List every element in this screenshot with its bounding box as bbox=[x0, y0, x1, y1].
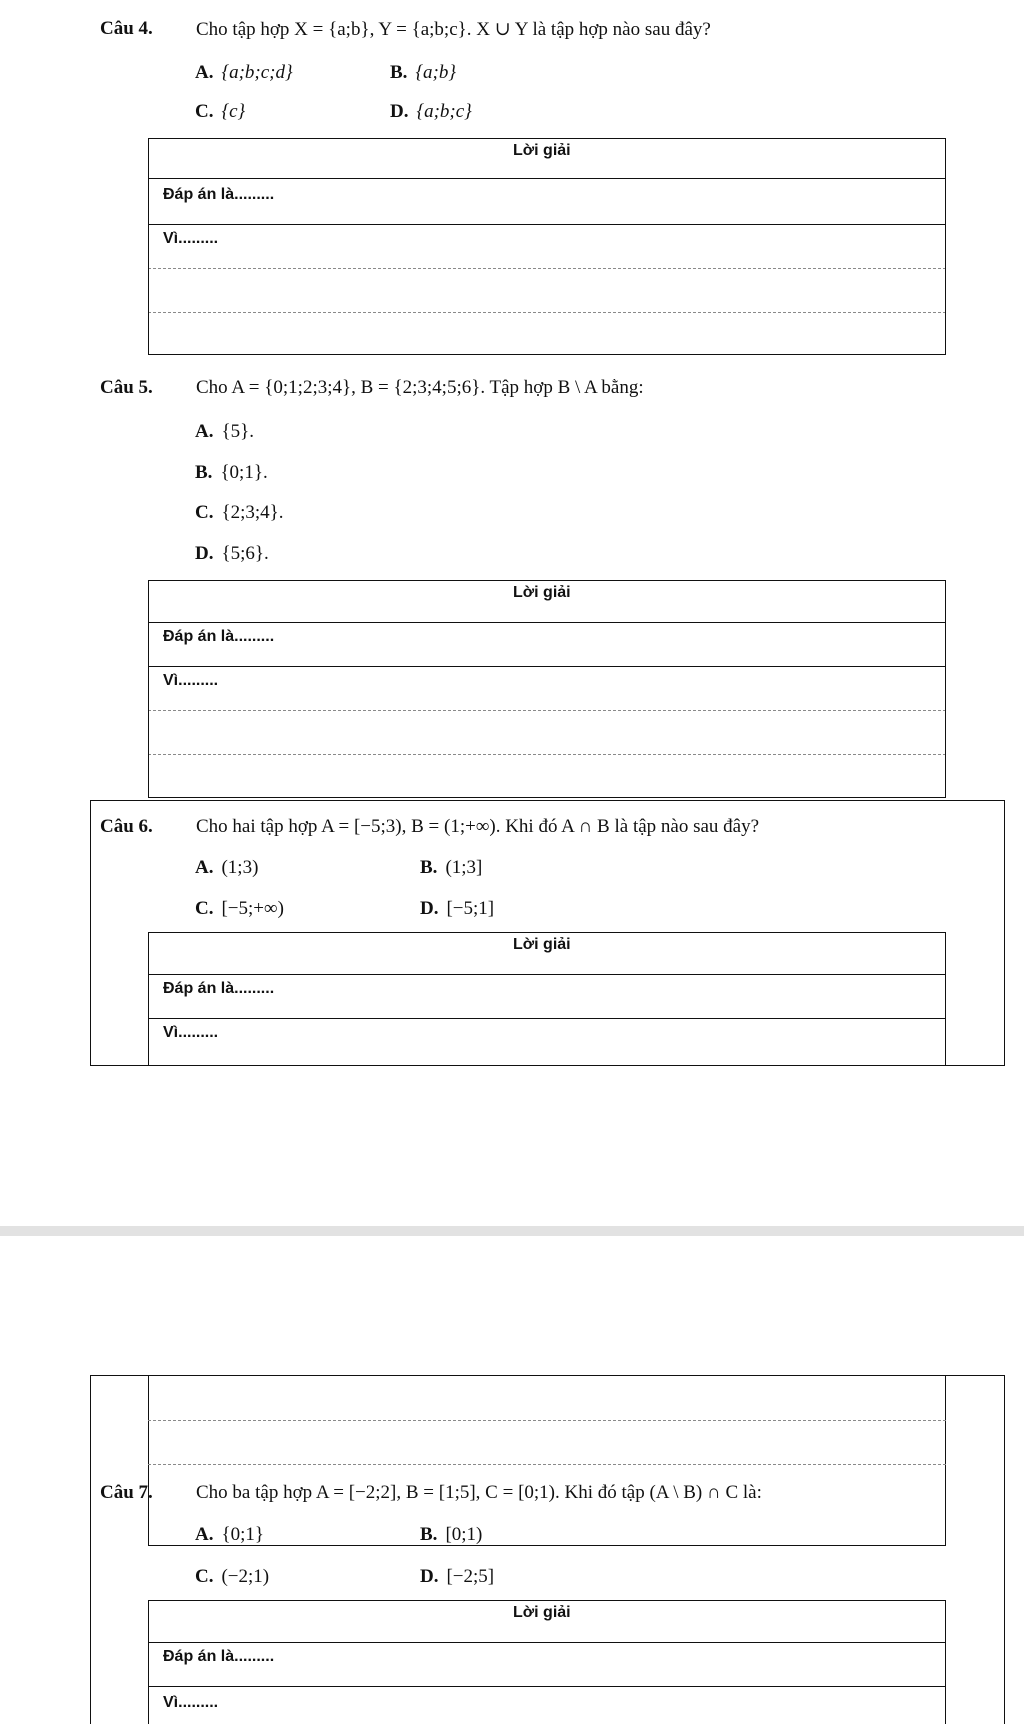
divider bbox=[148, 1018, 946, 1019]
q6-reason-label: Vì......... bbox=[163, 1024, 219, 1041]
divider bbox=[148, 138, 149, 354]
divider bbox=[148, 1686, 946, 1687]
divider bbox=[148, 354, 946, 355]
q7-option-c[interactable]: C. (−2;1) bbox=[195, 1566, 270, 1587]
q7-option-a[interactable]: A. {0;1} bbox=[195, 1524, 265, 1545]
question-4-text: Cho tập hợp X = {a;b}, Y = {a;b;c}. X ∪ Y là tập hợp nào sau đây? bbox=[196, 19, 711, 40]
answer-line[interactable] bbox=[148, 754, 946, 755]
divider bbox=[945, 580, 946, 797]
divider bbox=[148, 580, 149, 797]
answer-line[interactable] bbox=[148, 1420, 946, 1421]
divider bbox=[148, 1600, 149, 1724]
question-5-label: Câu 5. bbox=[100, 377, 153, 398]
page-frame-left bbox=[90, 800, 91, 1066]
answer-line[interactable] bbox=[148, 1464, 946, 1465]
q7-reason-label: Vì......... bbox=[163, 1694, 219, 1711]
q6-solution-title: Lời giải bbox=[513, 936, 571, 953]
q5-answer-label: Đáp án là......... bbox=[163, 628, 275, 645]
q5-reason-label: Vì......... bbox=[163, 672, 219, 689]
q6-option-c[interactable]: C. [−5;+∞) bbox=[195, 898, 284, 919]
answer-line[interactable] bbox=[148, 312, 946, 313]
q6-option-b[interactable]: B. (1;3] bbox=[420, 857, 483, 878]
question-6-text: Cho hai tập hợp A = [−5;3), B = (1;+∞). Khi đó A ∩ B là tập nào sau đây? bbox=[196, 816, 760, 837]
q4-option-c[interactable]: C. {c} bbox=[195, 101, 246, 122]
divider bbox=[148, 1642, 946, 1643]
q4-solution-title: Lời giải bbox=[513, 142, 571, 159]
q4-option-d[interactable]: D. {a;b;c} bbox=[390, 101, 472, 122]
q5-option-b[interactable]: B. {0;1}. bbox=[195, 462, 268, 483]
page2-frame-left bbox=[90, 1375, 91, 1724]
page-separator bbox=[0, 1226, 1024, 1236]
q7-option-b[interactable]: B. [0;1) bbox=[420, 1524, 483, 1545]
q7-solution-title: Lời giải bbox=[513, 1604, 571, 1621]
page2-frame-right bbox=[1004, 1375, 1005, 1724]
q7-option-d[interactable]: D. [−2;5] bbox=[420, 1566, 495, 1587]
q4-option-b[interactable]: B. {a;b} bbox=[390, 62, 456, 83]
q4-option-a[interactable]: A. {a;b;c;d} bbox=[195, 62, 293, 83]
question-6-label: Câu 6. bbox=[100, 816, 153, 837]
page-frame-right bbox=[1004, 800, 1005, 1066]
divider bbox=[148, 1600, 946, 1601]
q6-answer-label: Đáp án là......... bbox=[163, 980, 275, 997]
answer-line[interactable] bbox=[148, 710, 946, 711]
q6-option-a[interactable]: A. (1;3) bbox=[195, 857, 259, 878]
divider bbox=[148, 138, 946, 139]
question-7-text: Cho ba tập hợp A = [−2;2], B = [1;5], C = [0;1). Khi đó tập (A \ B) ∩ C là: bbox=[196, 1482, 762, 1503]
q4-answer-label: Đáp án là......... bbox=[163, 186, 275, 203]
divider bbox=[945, 138, 946, 354]
divider bbox=[148, 178, 946, 179]
divider bbox=[148, 974, 946, 975]
divider bbox=[148, 666, 946, 667]
divider bbox=[148, 797, 946, 798]
divider bbox=[945, 1600, 946, 1724]
divider bbox=[148, 1375, 149, 1545]
q4-reason-label: Vì......... bbox=[163, 230, 219, 247]
divider bbox=[148, 1545, 946, 1546]
divider bbox=[148, 932, 149, 1065]
q5-option-c[interactable]: C. {2;3;4}. bbox=[195, 502, 284, 523]
q5-option-a[interactable]: A. {5}. bbox=[195, 421, 254, 442]
page2-frame-top bbox=[90, 1375, 1004, 1376]
divider bbox=[945, 1375, 946, 1545]
page-frame-top bbox=[90, 800, 1004, 801]
q5-solution-title: Lời giải bbox=[513, 584, 571, 601]
q7-answer-label: Đáp án là......... bbox=[163, 1648, 275, 1665]
divider bbox=[148, 224, 946, 225]
divider bbox=[148, 622, 946, 623]
question-4-label: Câu 4. bbox=[100, 18, 153, 39]
question-5-text: Cho A = {0;1;2;3;4}, B = {2;3;4;5;6}. Tập hợp B \ A bằng: bbox=[196, 377, 644, 398]
divider bbox=[945, 932, 946, 1065]
q5-option-d[interactable]: D. {5;6}. bbox=[195, 543, 269, 564]
page-frame-bottom bbox=[90, 1065, 1004, 1066]
answer-line[interactable] bbox=[148, 268, 946, 269]
divider bbox=[148, 932, 946, 933]
question-7-label: Câu 7. bbox=[100, 1482, 153, 1503]
q6-option-d[interactable]: D. [−5;1] bbox=[420, 898, 495, 919]
divider bbox=[148, 580, 946, 581]
